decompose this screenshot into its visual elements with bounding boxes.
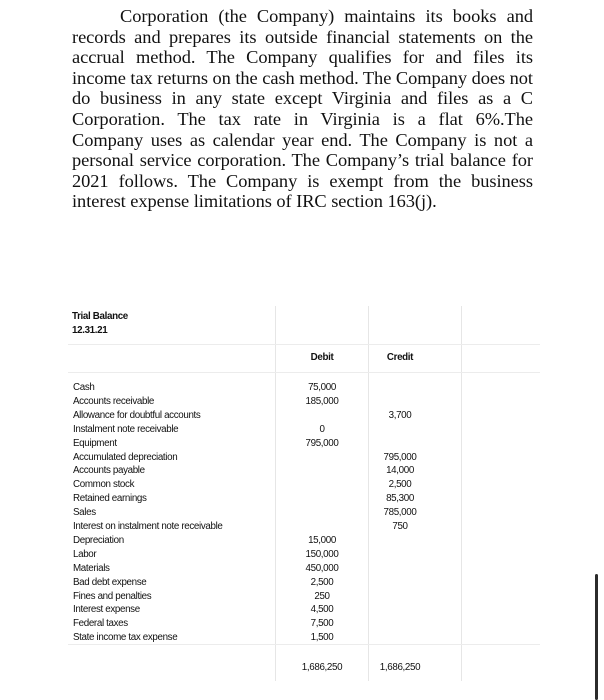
credit-value: 795,000: [383, 451, 417, 463]
intro-paragraph: Corporation (the Company) maintains its books and records and prepares its outside financial statements on the accrual method. The Company qualifies for and files its income tax returns on the cash method. The Company does not do business in any state except Virginia and files as a C Corporation. The tax rate in Virginia is a flat 6%.The Company uses as calendar year end. The Company is not a personal service corporation. The Company’s trial balance for 2021 follows. The Company is exempt from the business interest expense limitations of IRC section 163(j).: [72, 6, 533, 212]
row-label: Common stock: [73, 479, 135, 491]
row-label: Depreciation: [73, 534, 124, 546]
debit-value: 75,000: [308, 382, 336, 393]
debit-value: 15,000: [308, 534, 336, 546]
debit-value: 2,500: [310, 576, 334, 588]
trial-balance-title: Trial Balance: [72, 311, 128, 322]
row-label: Interest on instalment note receivable: [73, 521, 223, 532]
credit-value: 85,300: [386, 493, 414, 505]
debit-value: 1,500: [310, 632, 334, 644]
row-label: Equipment: [73, 437, 117, 449]
credit-value: 750: [392, 521, 408, 532]
row-label: Cash: [73, 382, 95, 393]
row-label: Instalment note receivable: [73, 423, 179, 435]
credit-value: 785,000: [383, 507, 417, 519]
debit-value: 4,500: [310, 604, 334, 616]
column-divider: [461, 306, 462, 681]
debit-value: 450,000: [305, 562, 339, 574]
row-label: State income tax expense: [73, 632, 178, 644]
trial-balance-table: [68, 306, 540, 681]
debit-value: 7,500: [310, 618, 334, 630]
credit-value: 2,500: [388, 479, 412, 491]
trial-balance-date: 12.31.21: [72, 325, 108, 336]
row-label: Bad debt expense: [73, 576, 147, 588]
debit-value: 250: [314, 590, 330, 602]
row-label: Allowance for doubtful accounts: [73, 409, 201, 421]
credit-value: 14,000: [386, 465, 414, 477]
row-divider: [68, 644, 540, 645]
row-divider: [68, 344, 540, 345]
credit-header: Credit: [386, 352, 414, 363]
column-divider: [275, 306, 276, 681]
row-label: Accumulated depreciation: [73, 451, 178, 463]
row-label: Materials: [73, 562, 110, 574]
total-debit: 1,686,250: [301, 662, 343, 673]
row-label: Accounts receivable: [73, 395, 155, 407]
row-label: Federal taxes: [73, 618, 128, 630]
debit-value: 185,000: [305, 395, 339, 407]
row-divider: [68, 372, 540, 373]
row-label: Interest expense: [73, 604, 140, 616]
total-credit: 1,686,250: [379, 662, 421, 673]
debit-value: 150,000: [305, 548, 339, 560]
row-label: Retained earnings: [73, 493, 147, 505]
row-label: Sales: [73, 507, 96, 519]
row-label: Accounts payable: [73, 465, 145, 477]
credit-value: 3,700: [388, 409, 412, 421]
debit-value: 0: [319, 423, 325, 435]
debit-header: Debit: [310, 352, 334, 363]
row-label: Fines and penalties: [73, 590, 152, 602]
vertical-scrollbar[interactable]: [595, 574, 598, 700]
debit-value: 795,000: [305, 437, 339, 449]
row-label: Labor: [73, 548, 97, 560]
